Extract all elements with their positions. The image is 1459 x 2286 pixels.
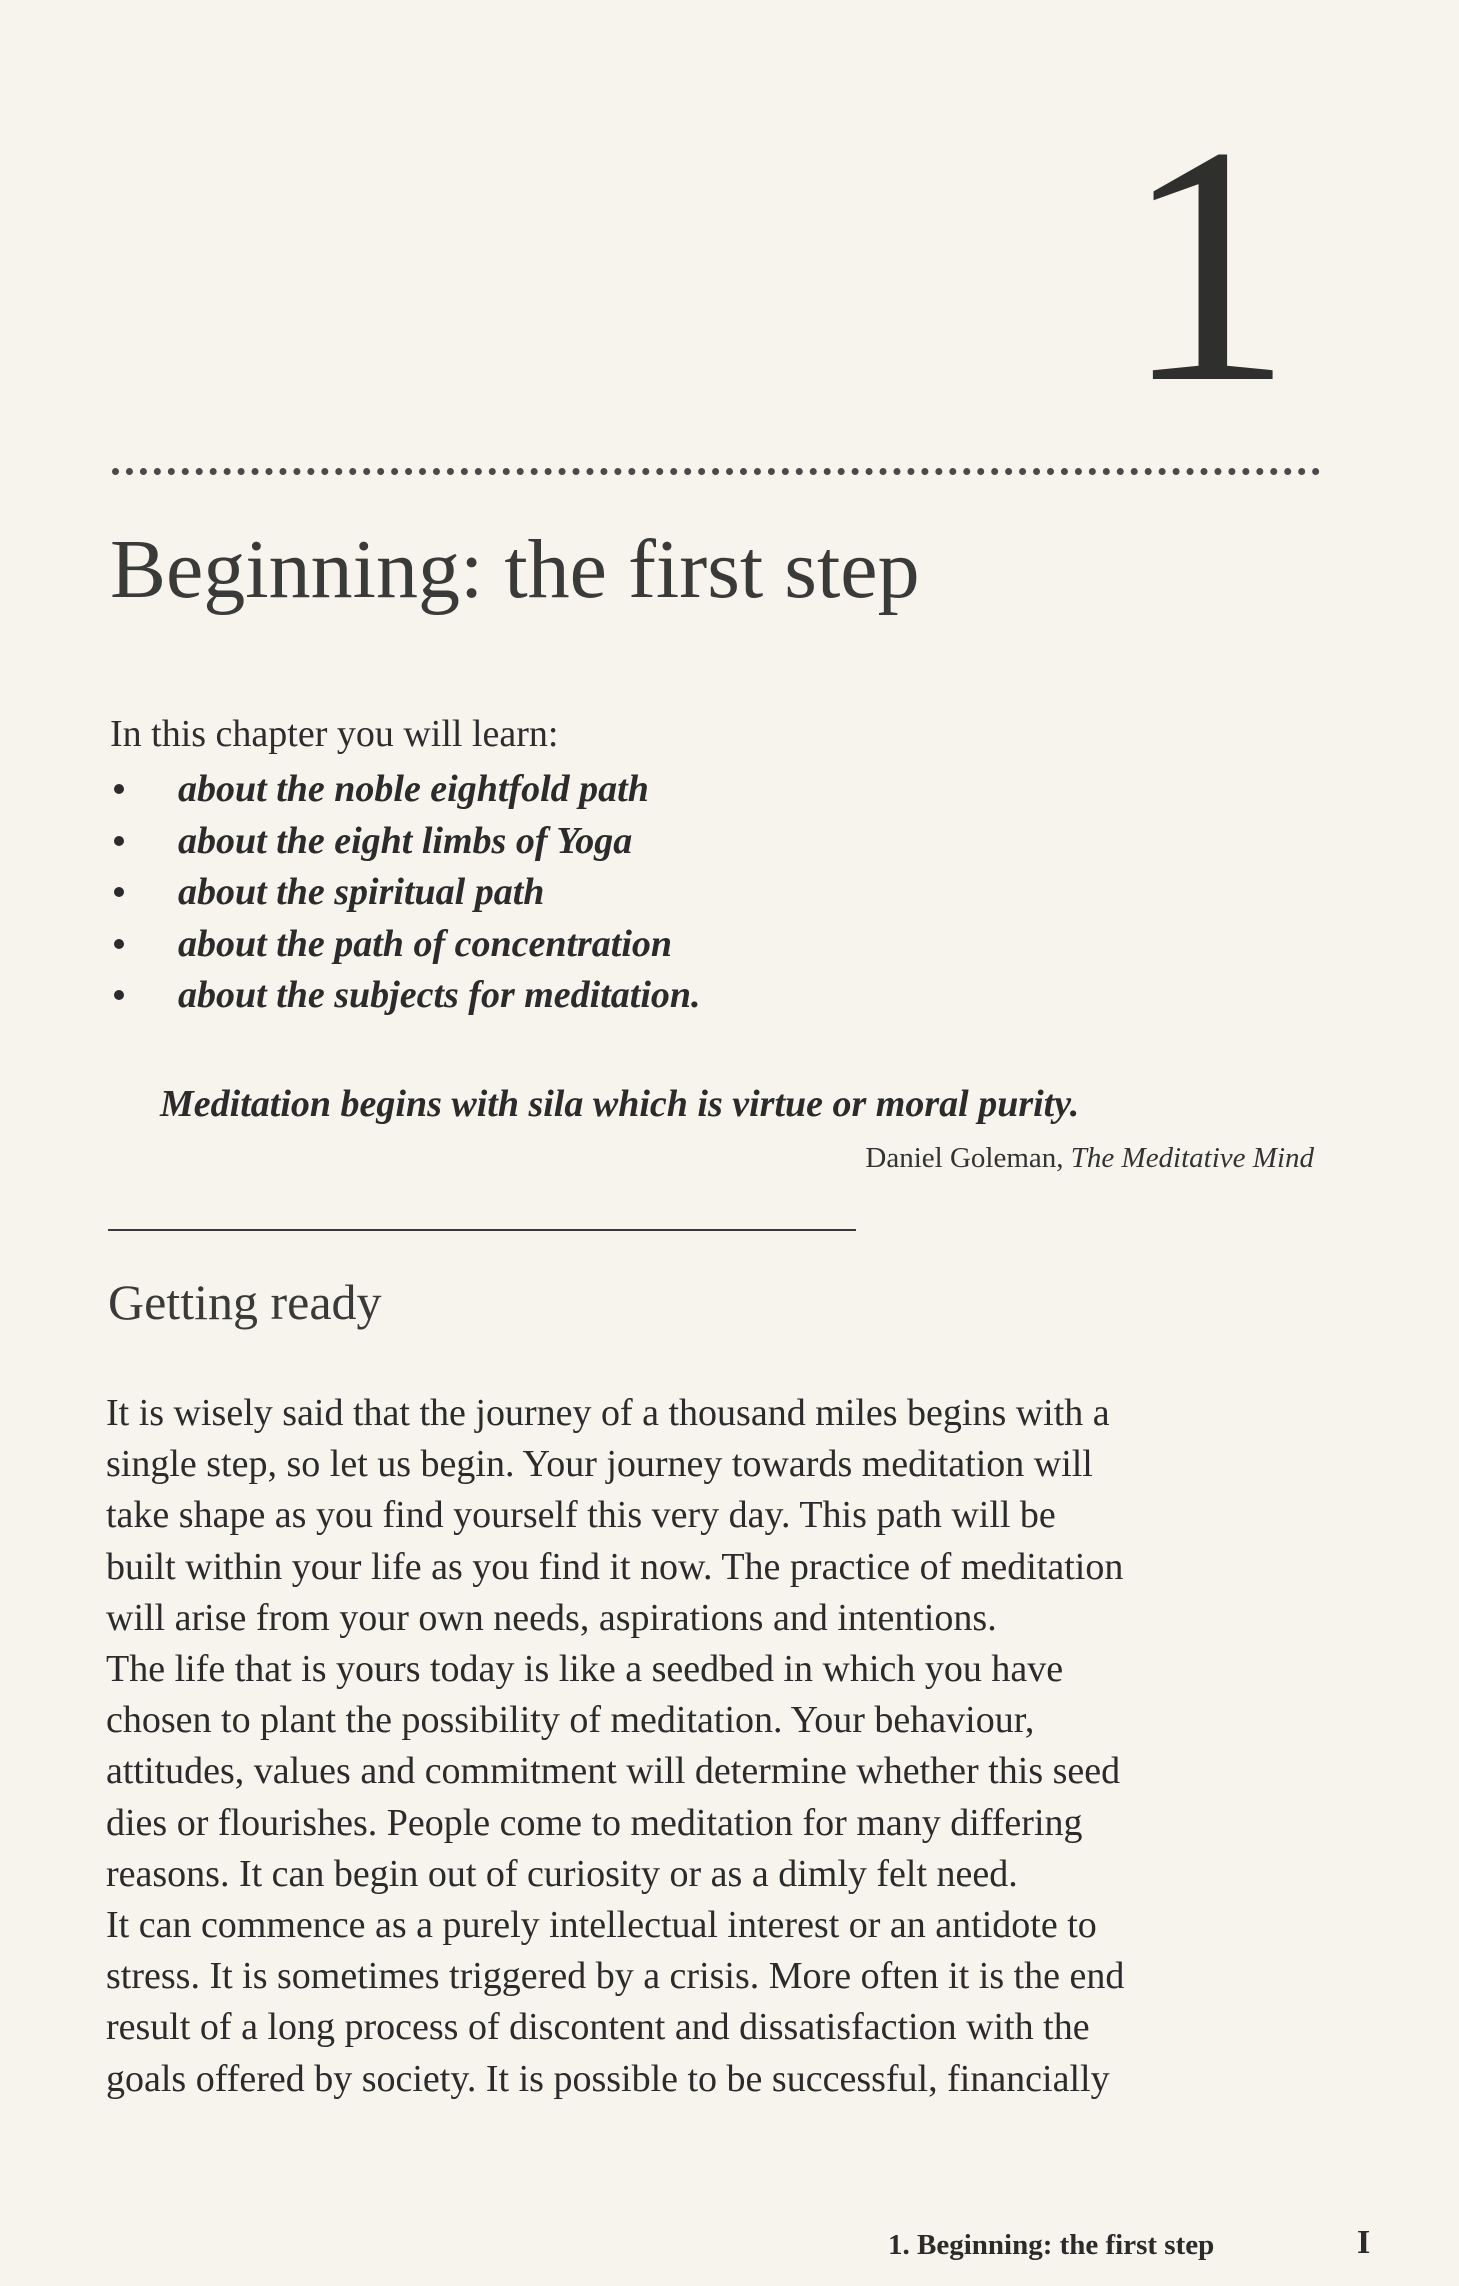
body-line: It is wisely said that the journey of a thousand miles begins with a [106, 1392, 1110, 1434]
body-line: built within your life as you find it now. The practice of meditation [106, 1545, 1124, 1588]
body-line: dies or flourishes. People come to meditation for many differing [106, 1801, 1083, 1844]
objective-item [110, 867, 701, 919]
body-line: It can commence as a purely intellectual interest or an antidote to [106, 1904, 1097, 1947]
body-line: chosen to plant the possibility of meditation. Your behaviour, [106, 1699, 1035, 1742]
body-line: take shape as you find yourself this very day. This path will be [106, 1494, 1056, 1537]
bullet-icon [114, 939, 124, 949]
objective-item [110, 970, 701, 1022]
bullet-icon [114, 887, 124, 897]
body-line: result of a long process of discontent and dissatisfaction with the [106, 2006, 1090, 2049]
epigraph-work: The Meditative Mind [1070, 1142, 1314, 1174]
objective-item [110, 919, 701, 971]
section-divider [108, 1229, 856, 1231]
section-heading: Getting ready [108, 1274, 382, 1330]
epigraph-attribution [865, 1138, 1314, 1178]
body-line: attitudes, values and commitment will determine whether this seed [106, 1750, 1121, 1793]
objective-text: about the eight limbs of Yoga [178, 819, 633, 862]
bullet-icon [114, 836, 124, 846]
body-line: will arise from your own needs, aspirations and intentions. [106, 1596, 997, 1639]
chapter-title: Beginning: the first step [110, 523, 920, 616]
objective-item [110, 764, 701, 816]
running-footer: 1. Beginning: the first step [888, 2229, 1215, 2261]
body-text [106, 1388, 1336, 2105]
page-number: I [1357, 2224, 1371, 2261]
body-line: goals offered by society. It is possible to be successful, financially [106, 2057, 1110, 2100]
body-line: stress. It is sometimes triggered by a crisis. More often it is the end [106, 1955, 1125, 1998]
epigraph-author: Daniel Goleman, [865, 1142, 1064, 1174]
chapter-number: 1 [1123, 76, 1289, 453]
body-line: The life that is yours today is like a seedbed in which you have [106, 1648, 1064, 1691]
objective-text: about the spiritual path [178, 871, 545, 913]
objective-text: about the path of concentration [178, 922, 673, 965]
objective-text: about the subjects for meditation. [178, 974, 701, 1016]
epigraph-quote: Meditation begins with sila which is virtue or moral purity. [160, 1083, 1080, 1125]
body-line: reasons. It can begin out of curiosity or as a dimly felt need. [106, 1852, 1018, 1895]
objective-text: about the noble eightfold path [178, 768, 649, 810]
objective-item [110, 816, 701, 868]
bullet-icon [114, 784, 124, 794]
objectives-intro: In this chapter you will learn: [110, 713, 559, 755]
body-line: single step, so let us begin. Your journey towards meditation will [106, 1443, 1093, 1486]
objectives-list [110, 764, 701, 1022]
bullet-icon [114, 990, 124, 1000]
dotted-divider [112, 468, 1320, 475]
